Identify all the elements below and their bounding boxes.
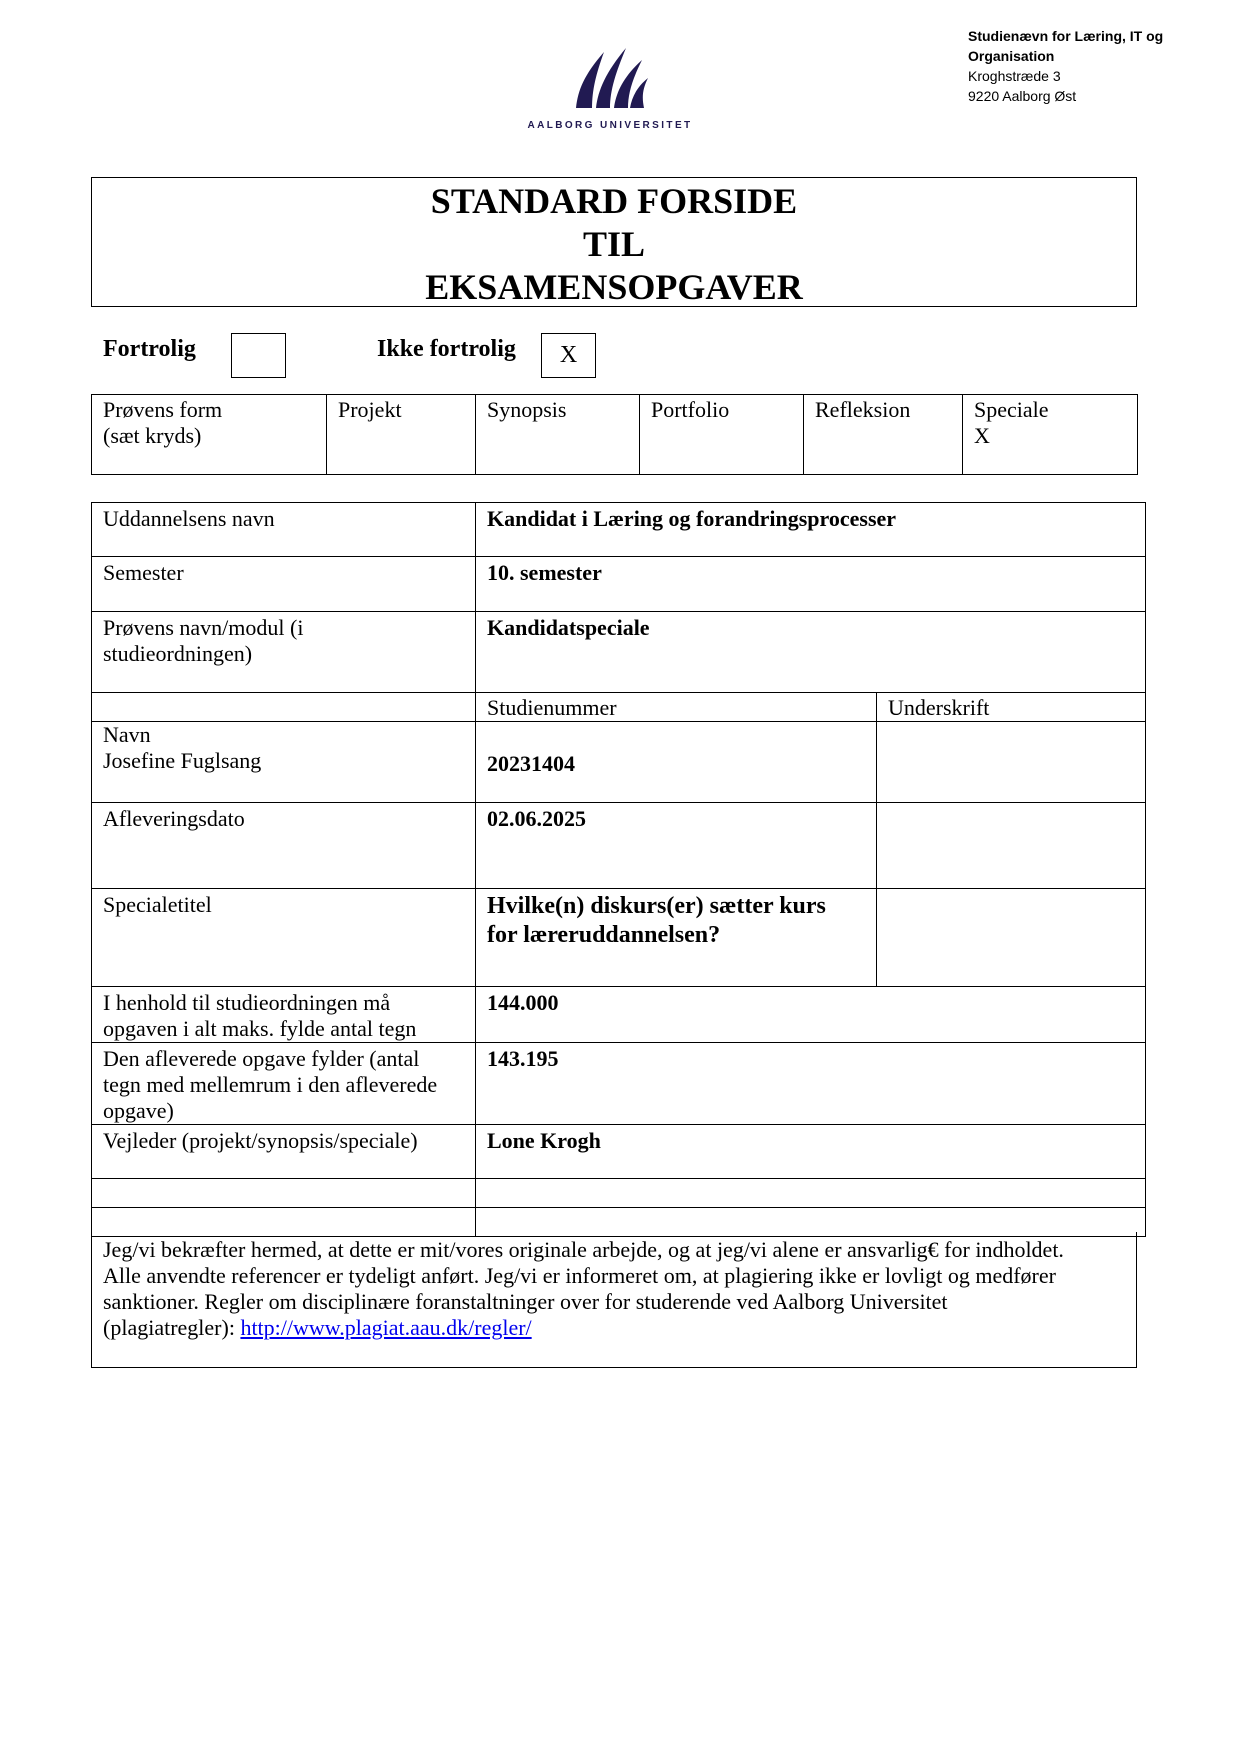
signature-field[interactable] <box>877 722 1146 803</box>
exam-form-label: Prøvens form (sæt kryds) <box>92 395 327 475</box>
university-logo <box>520 40 700 135</box>
supervisor-label: Vejleder (projekt/synopsis/speciale) <box>92 1125 476 1179</box>
max-chars-value: 144.000 <box>476 987 1146 1043</box>
confidential-label: Fortrolig <box>103 336 196 362</box>
student-number-value: 20231404 <box>476 722 877 803</box>
semester-label: Semester <box>92 557 476 612</box>
empty-cell <box>92 693 476 722</box>
address-line: Kroghstræde 3 <box>968 68 1061 84</box>
exam-form-option-projekt[interactable]: Projekt <box>327 395 476 475</box>
exam-name-value: Kandidatspeciale <box>476 612 1146 693</box>
not-confidential-label: Ikke fortrolig <box>377 336 516 362</box>
exam-info-table <box>91 502 1146 1237</box>
not-confidential-checkbox[interactable]: X <box>541 333 596 378</box>
actual-chars-label: Den afleverede opgave fylder (antal tegn med mellemrum i den afleverede opgave) <box>92 1043 476 1125</box>
empty-cell <box>877 803 1146 889</box>
date-value: 02.06.2025 <box>476 803 877 889</box>
education-label: Uddannelsens navn <box>92 503 476 557</box>
exam-form-table <box>91 394 1138 475</box>
declaration-line: Alle anvendte referencer er tydeligt anført. Jeg/vi er informeret om, at plagiering ikke er lovligt og medfører <box>103 1263 1056 1288</box>
declaration-box <box>91 1232 1137 1368</box>
semester-value: 10. semester <box>476 557 1146 612</box>
exam-form-option-refleksion[interactable]: Refleksion <box>804 395 963 475</box>
address-line: Organisation <box>968 48 1055 64</box>
address-line: Studienævn for Læring, IT og <box>968 28 1164 44</box>
name-cell <box>92 722 476 803</box>
confidential-checkbox[interactable] <box>231 333 286 378</box>
declaration-line: (plagiatregler): http://www.plagiat.aau.dk/regler/ <box>103 1315 532 1340</box>
declaration-line: sanktioner. Regler om disciplinære foranstaltninger over for studerende ved Aalborg Universitet <box>103 1289 948 1314</box>
max-chars-label: I henhold til studieordningen må opgaven i alt maks. fylde antal tegn <box>92 987 476 1043</box>
faculty-address <box>968 26 1228 106</box>
aau-logo-icon <box>520 40 700 120</box>
student-number-header: Studienummer <box>476 693 877 722</box>
supervisor-value: Lone Krogh <box>476 1125 1146 1179</box>
title-line: TIL <box>582 224 646 264</box>
empty-cell <box>92 1179 476 1208</box>
empty-cell <box>877 889 1146 987</box>
thesis-title-label: Specialetitel <box>92 889 476 987</box>
title-box <box>91 177 1137 307</box>
name-value: Josefine Fuglsang <box>103 748 262 773</box>
exam-form-option-speciale[interactable]: Speciale X <box>963 395 1138 475</box>
name-label: Navn <box>103 722 151 747</box>
declaration-line: Jeg/vi bekræfter hermed, at dette er mit/vores originale arbejde, og at jeg/vi alene er ansvarlig€ for indholdet. <box>103 1237 1064 1262</box>
address-line: 9220 Aalborg Øst <box>968 88 1077 104</box>
empty-cell <box>476 1179 1146 1208</box>
logo-text: AALBORG UNIVERSITET <box>527 120 693 131</box>
education-value: Kandidat i Læring og forandringsprocesser <box>476 503 1146 557</box>
exam-name-label: Prøvens navn/modul (i studieordningen) <box>92 612 476 693</box>
plagiarism-rules-link[interactable]: http://www.plagiat.aau.dk/regler/ <box>240 1315 532 1340</box>
exam-form-option-portfolio[interactable]: Portfolio <box>640 395 804 475</box>
title-line: EKSAMENSOPGAVER <box>425 267 803 307</box>
date-label: Afleveringsdato <box>92 803 476 889</box>
thesis-title-value: Hvilke(n) diskurs(er) sætter kurs for læreruddannelsen? <box>476 889 877 987</box>
exam-form-option-synopsis[interactable]: Synopsis <box>476 395 640 475</box>
title-line: STANDARD FORSIDE <box>430 181 798 221</box>
signature-header: Underskrift <box>877 693 1146 722</box>
actual-chars-value: 143.195 <box>476 1043 1146 1125</box>
